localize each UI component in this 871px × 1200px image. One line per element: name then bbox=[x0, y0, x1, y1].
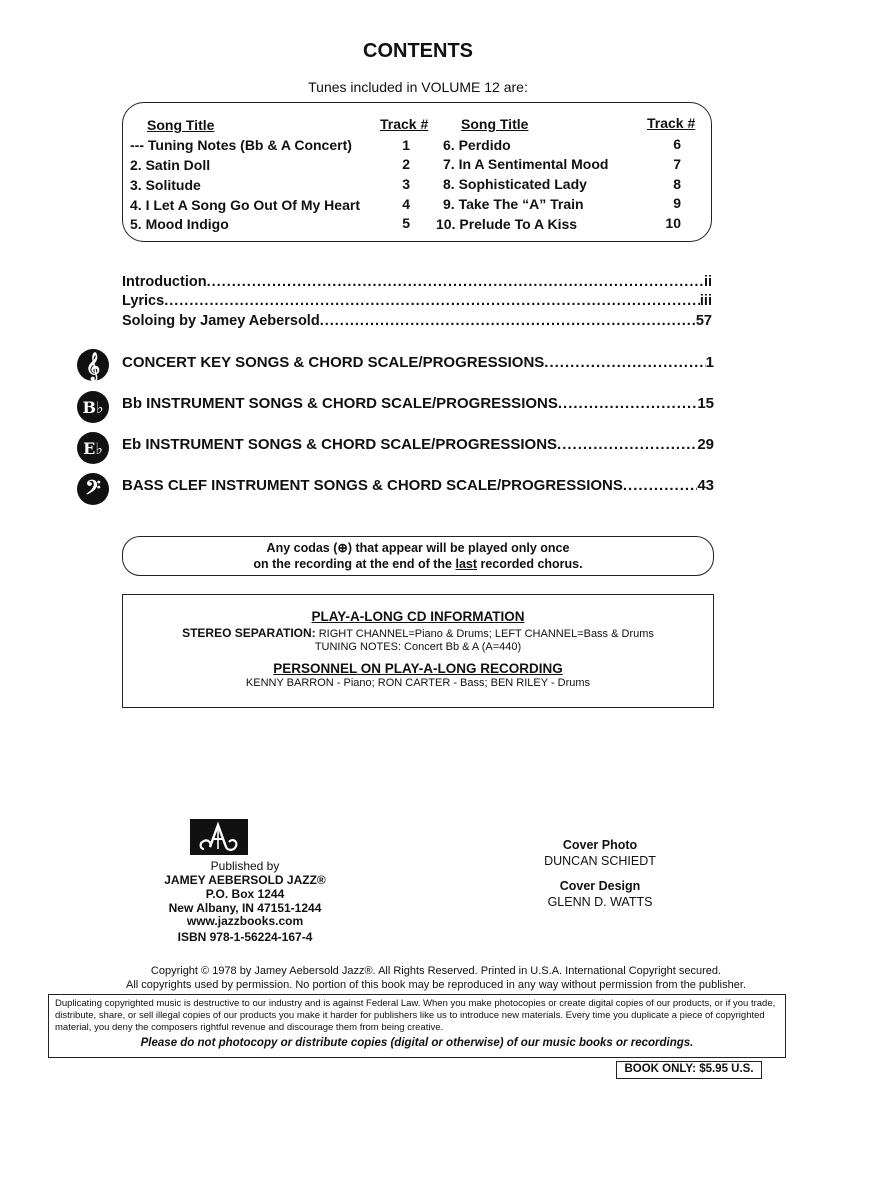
song-title: 4. I Let A Song Go Out Of My Heart bbox=[130, 197, 360, 213]
track-number: 5 bbox=[402, 215, 410, 231]
price-tag: BOOK ONLY: $5.95 U.S. bbox=[616, 1061, 762, 1079]
isbn: ISBN 978-1-56224-167-4 bbox=[177, 930, 313, 944]
song-title: 9. Take The “A” Train bbox=[443, 196, 584, 212]
cover-photo-name: DUNCAN SCHIEDT bbox=[544, 854, 656, 868]
section-entry bbox=[122, 354, 714, 371]
publisher-name: JAMEY AEBERSOLD JAZZ® bbox=[164, 873, 326, 887]
e-flat-icon: E♭ bbox=[77, 432, 109, 464]
publisher-website[interactable]: www.jazzbooks.com bbox=[186, 914, 304, 928]
song-title: 5. Mood Indigo bbox=[130, 216, 229, 232]
track-header-left: Track # bbox=[380, 116, 429, 132]
track-number: 10 bbox=[665, 215, 681, 231]
section-entry bbox=[122, 395, 714, 412]
warning-emphasis: Please do not photocopy or distribute copies (digital or otherwise) of our music books or recordings. bbox=[140, 1037, 694, 1049]
publisher-address-2: New Albany, IN 47151-1244 bbox=[168, 901, 322, 915]
coda-notice bbox=[122, 536, 714, 576]
song-title: 8. Sophisticated Lady bbox=[443, 176, 587, 192]
page-title: CONTENTS bbox=[363, 40, 473, 62]
song-title: 10. Prelude To A Kiss bbox=[436, 216, 578, 232]
cd-info-heading: PLAY-A-LONG CD INFORMATION bbox=[311, 609, 525, 624]
copyright-warning bbox=[48, 994, 786, 1058]
section-page: 29 bbox=[697, 436, 714, 453]
volume-subtitle: Tunes included in VOLUME 12 are: bbox=[308, 79, 528, 95]
toc-entry bbox=[122, 293, 712, 309]
coda-line-1: Any codas (⊕) that appear will be played only once bbox=[266, 541, 570, 555]
cd-info-box bbox=[122, 594, 714, 708]
song-title: 6. Perdido bbox=[443, 137, 511, 153]
section-page: 15 bbox=[697, 395, 714, 412]
toc-label: Lyrics bbox=[122, 293, 165, 309]
coda-emphasis: last bbox=[455, 557, 478, 571]
publisher-logo-mark bbox=[190, 819, 248, 855]
toc-entry bbox=[122, 313, 712, 329]
cover-design-name: GLENN D. WATTS bbox=[547, 895, 653, 909]
section-label: BASS CLEF INSTRUMENT SONGS & CHORD SCALE/PROGRESSIONS bbox=[122, 477, 623, 494]
track-number: 9 bbox=[673, 195, 681, 211]
track-header-right: Track # bbox=[647, 115, 696, 131]
section-page: 1 bbox=[705, 354, 714, 371]
song-title-header-left: Song Title bbox=[147, 117, 215, 133]
song-title: 2. Satin Doll bbox=[130, 157, 211, 173]
track-number: 6 bbox=[673, 136, 681, 152]
personnel-list: KENNY BARRON - Piano; RON CARTER - Bass; BEN RILEY - Drums bbox=[245, 677, 591, 689]
publisher-logo bbox=[190, 819, 248, 855]
section-label: CONCERT KEY SONGS & CHORD SCALE/PROGRESSIONS bbox=[122, 354, 545, 371]
bass-clef-icon: 𝄢 bbox=[77, 473, 109, 505]
song-title: 7. In A Sentimental Mood bbox=[443, 156, 609, 172]
publisher-address-1: P.O. Box 1244 bbox=[205, 887, 285, 901]
track-number: 8 bbox=[673, 176, 681, 192]
section-entry bbox=[122, 477, 714, 494]
section-entry bbox=[122, 436, 714, 453]
published-by: Published by bbox=[210, 859, 280, 873]
stereo-separation: STEREO SEPARATION: RIGHT CHANNEL=Piano & Drums; LEFT CHANNEL=Bass & Drums bbox=[182, 626, 654, 640]
b-flat-icon: B♭ bbox=[77, 391, 109, 423]
toc-page: ii bbox=[703, 274, 712, 290]
treble-clef-icon: 𝄞 bbox=[77, 349, 109, 381]
song-title-header-right: Song Title bbox=[461, 116, 529, 132]
cover-photo-label: Cover Photo bbox=[562, 838, 638, 852]
warning-text: Duplicating copyrighted music is destructive to our industry and is against Federal Law. When you make photocopies or create digital copies of our products, or if you trade, distribute, share, or sell illegal copies of our products you make it harder for publishers like us to introduce new materials. Every time you duplicate a piece of copyrighted material, you deny the composers rightful revenue and discourage them from being creative. bbox=[55, 998, 776, 1033]
copyright-line-2: All copyrights used by permission. No portion of this book may be reproduced in any way without permission from the publisher. bbox=[126, 979, 746, 991]
song-title: 3. Solitude bbox=[130, 177, 201, 193]
section-page: 43 bbox=[697, 477, 714, 494]
track-number: 3 bbox=[402, 176, 410, 192]
cover-design-label: Cover Design bbox=[559, 879, 641, 893]
coda-line-2: on the recording at the end of the last recorded chorus. bbox=[253, 557, 583, 571]
song-title: --- Tuning Notes (Bb & A Concert) bbox=[130, 137, 352, 153]
section-label: Bb INSTRUMENT SONGS & CHORD SCALE/PROGRESSIONS bbox=[122, 395, 558, 412]
track-number: 4 bbox=[402, 196, 410, 212]
toc-label: Introduction bbox=[122, 274, 207, 290]
track-number: 1 bbox=[402, 137, 410, 153]
toc-entry bbox=[122, 274, 712, 290]
tuning-notes-info: TUNING NOTES: Concert Bb & A (A=440) bbox=[314, 641, 522, 653]
toc-page: iii bbox=[699, 293, 712, 309]
section-label: Eb INSTRUMENT SONGS & CHORD SCALE/PROGRESSIONS bbox=[122, 436, 558, 453]
copyright-line-1: Copyright © 1978 by Jamey Aebersold Jazz®. All Rights Reserved. Printed in U.S.A. International Copyright secured. bbox=[150, 965, 722, 977]
personnel-heading: PERSONNEL ON PLAY-A-LONG RECORDING bbox=[273, 661, 563, 676]
toc-page: 57 bbox=[695, 313, 712, 329]
track-number: 2 bbox=[402, 156, 410, 172]
toc-label: Soloing by Jamey Aebersold bbox=[122, 313, 320, 329]
track-number: 7 bbox=[673, 156, 681, 172]
